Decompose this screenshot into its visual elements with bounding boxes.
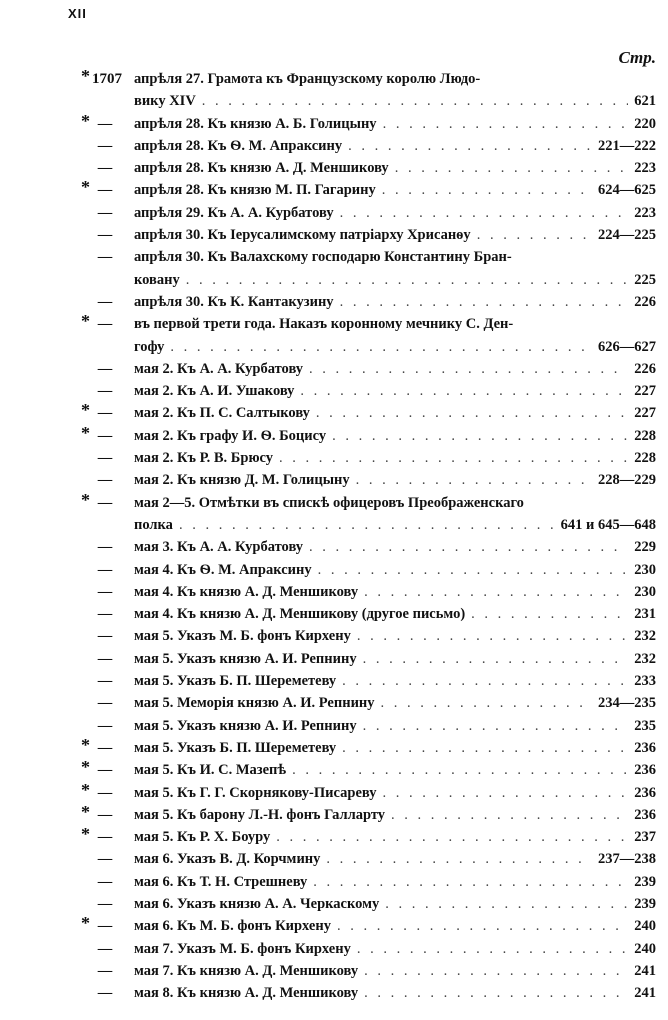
toc-entry-line (0, 469, 668, 491)
page-number: 227 (634, 405, 656, 422)
toc-entry (0, 313, 668, 358)
toc-entry-line (0, 670, 668, 692)
dot-leader (300, 380, 628, 402)
page-number: 228—229 (598, 472, 656, 489)
toc-entry-line (0, 422, 668, 447)
dot-leader (364, 960, 628, 982)
toc-entry (0, 625, 668, 647)
toc-entry (0, 469, 668, 491)
toc-entry (0, 224, 668, 246)
dot-leader (364, 581, 628, 603)
toc-entry (0, 489, 668, 537)
toc-entry (0, 915, 668, 937)
table-of-contents (0, 68, 668, 1004)
dot-leader (356, 469, 592, 491)
toc-entry-line (0, 938, 668, 960)
entry-title: мая 4. Къ князю А. Д. Меншикову (другое письмо) (134, 606, 466, 623)
toc-entry-line (0, 380, 668, 402)
toc-entry-line (0, 559, 668, 581)
ditto-dash: — (97, 383, 113, 400)
toc-entry (0, 692, 668, 714)
toc-entry-line (0, 447, 668, 469)
toc-entry-line (0, 358, 668, 380)
ditto-dash: — (97, 985, 113, 1002)
toc-entry (0, 848, 668, 870)
toc-entry-line (0, 336, 668, 358)
toc-entry-line (0, 202, 668, 224)
toc-entry (0, 648, 668, 670)
toc-entry (0, 358, 668, 380)
page-number: 221—222 (598, 137, 656, 154)
entry-title: мая 2. Къ П. С. Салтыкову (134, 405, 310, 422)
ditto-dash: — (97, 851, 113, 868)
ditto-dash: — (97, 784, 113, 801)
toc-entry (0, 670, 668, 692)
toc-entry (0, 893, 668, 915)
dot-leader (186, 269, 629, 291)
entry-title: мая 2. Къ князю Д. М. Голицыну (134, 472, 350, 489)
page-number: 228 (634, 450, 656, 467)
toc-entry-line (0, 625, 668, 647)
toc-entry-line (0, 135, 668, 157)
ditto-dash: — (97, 628, 113, 645)
ditto-dash: — (97, 494, 113, 511)
new-document-marker: * (81, 824, 90, 845)
ditto-dash: — (97, 561, 113, 578)
page-number: 230 (634, 583, 656, 600)
toc-entry (0, 581, 668, 603)
page-number: 232 (634, 628, 656, 645)
toc-entry-line (0, 715, 668, 737)
entry-title: мая 4. Къ князю А. Д. Меншикову (134, 583, 359, 600)
toc-entry-line (0, 179, 668, 201)
dot-leader (332, 425, 628, 447)
toc-entry (0, 603, 668, 625)
page-number: 236 (634, 784, 656, 801)
dot-leader (313, 871, 628, 893)
dot-leader (391, 804, 628, 826)
page-number: 225 (634, 271, 656, 288)
page-number: 232 (634, 650, 656, 667)
toc-entry (0, 715, 668, 737)
page-number: 228 (634, 427, 656, 444)
ditto-dash: — (97, 182, 113, 199)
toc-entry (0, 447, 668, 469)
entry-title: мая 6. Указъ князю А. А. Черкаскому (134, 895, 380, 912)
toc-entry-line (0, 982, 668, 1004)
entry-title: мая 2. Къ А. А. Курбатову (134, 360, 304, 377)
ditto-dash: — (97, 160, 113, 177)
toc-entry (0, 871, 668, 893)
ditto-dash: — (97, 450, 113, 467)
new-document-marker: * (81, 779, 90, 800)
entry-title: апрѣля 29. Къ А. А. Курбатову (134, 204, 334, 221)
toc-entry (0, 536, 668, 558)
entry-title: мая 5. Указъ М. Б. фонъ Кирхену (134, 628, 351, 645)
entry-title: мая 7. Указъ М. Б. фонъ Кирхену (134, 940, 351, 957)
entry-title: апрѣля 30. Къ Іерусалимскому патріарху Хрисанѳу (134, 227, 471, 244)
dot-leader (382, 179, 592, 201)
page-number: 229 (634, 539, 656, 556)
entry-title: мая 4. Къ Ѳ. М. Апраксину (134, 561, 312, 578)
ditto-dash: — (97, 762, 113, 779)
toc-entry (0, 380, 668, 402)
page-number: 237—238 (598, 851, 656, 868)
toc-entry-line (0, 110, 668, 135)
entry-title: полка (134, 516, 173, 533)
entry-title: мая 2—5. Отмѣтки въ спискѣ офицеровъ Преображенскаго (134, 494, 524, 511)
page-number: 233 (634, 673, 656, 690)
toc-entry-line (0, 514, 668, 536)
ditto-dash: — (97, 427, 113, 444)
toc-entry-line (0, 536, 668, 558)
entry-title: въ первой трети года. Наказъ коронному мечнику С. Ден- (134, 316, 514, 333)
dot-leader (318, 559, 629, 581)
dot-leader (316, 402, 628, 424)
entry-title: мая 5. Меморія князю А. И. Репнину (134, 695, 375, 712)
entry-title: мая 3. Къ А. А. Курбатову (134, 539, 304, 556)
entry-title: мая 6. Къ М. Б. фонъ Кирхену (134, 918, 331, 935)
dot-leader (342, 737, 628, 759)
new-document-marker: * (81, 422, 90, 443)
ditto-dash: — (97, 829, 113, 846)
dot-leader (342, 670, 628, 692)
toc-entry (0, 559, 668, 581)
new-document-marker: * (81, 757, 90, 778)
entry-title: вику XIV (134, 93, 196, 110)
toc-entry-line (0, 915, 668, 937)
toc-entry (0, 179, 668, 201)
ditto-dash: — (97, 472, 113, 489)
entry-title: апрѣля 28. Къ князю А. Б. Голицыну (134, 115, 377, 132)
toc-entry (0, 157, 668, 179)
ditto-dash: — (97, 806, 113, 823)
dot-leader (276, 826, 628, 848)
dot-leader (292, 759, 628, 781)
toc-entry-line (0, 648, 668, 670)
toc-entry (0, 826, 668, 848)
toc-entry-line (0, 893, 668, 915)
ditto-dash: — (97, 405, 113, 422)
toc-entry-line (0, 402, 668, 424)
toc-entry-line (0, 734, 668, 759)
toc-entry-line (0, 603, 668, 625)
new-document-marker: * (81, 801, 90, 822)
toc-entry (0, 734, 668, 759)
entry-title: мая 5. Къ барону Л.-Н. фонъ Галларту (134, 806, 386, 823)
page-number: 621 (634, 93, 656, 110)
page-number: 226 (634, 360, 656, 377)
ditto-dash: — (97, 204, 113, 221)
entry-title: апрѣля 28. Къ Ѳ. М. Апраксину (134, 137, 343, 154)
ditto-dash: — (97, 227, 113, 244)
toc-entry (0, 982, 668, 1004)
page-number: 227 (634, 383, 656, 400)
page-number: 234—235 (598, 695, 656, 712)
dot-leader (179, 514, 555, 536)
toc-entry-line (0, 581, 668, 603)
dot-leader (202, 90, 628, 112)
dot-leader (348, 135, 592, 157)
ditto-dash: — (97, 940, 113, 957)
toc-entry (0, 779, 668, 804)
new-document-marker: * (81, 177, 90, 198)
dot-leader (337, 915, 628, 937)
ditto-dash: — (97, 739, 113, 756)
dot-leader (395, 157, 629, 179)
toc-entry-line (0, 291, 668, 313)
page-number: 223 (634, 160, 656, 177)
entry-title: мая 5. Къ И. С. Мазепѣ (134, 762, 287, 779)
toc-entry-line (0, 692, 668, 714)
toc-entry (0, 960, 668, 982)
entry-title: ковану (134, 271, 180, 288)
ditto-dash: — (97, 918, 113, 935)
page-number: 624—625 (598, 182, 656, 199)
ditto-dash: — (97, 895, 113, 912)
dot-leader (340, 202, 629, 224)
toc-entry (0, 202, 668, 224)
page-number: 220 (634, 115, 656, 132)
ditto-dash: — (97, 962, 113, 979)
new-document-marker: * (81, 66, 90, 86)
page-number: 236 (634, 739, 656, 756)
ditto-dash: — (97, 650, 113, 667)
toc-entry (0, 422, 668, 447)
ditto-dash: — (97, 316, 113, 333)
entry-title: мая 2. Къ графу И. Ѳ. Боцису (134, 427, 327, 444)
ditto-dash: — (97, 115, 113, 132)
entry-title: мая 6. Указъ В. Д. Корчмину (134, 851, 321, 868)
page-number: 241 (634, 985, 656, 1002)
entry-year: 1707 (92, 71, 122, 87)
dot-leader (471, 603, 628, 625)
page-number: 239 (634, 873, 656, 890)
toc-entry-line (0, 157, 668, 179)
entry-title: мая 2. Къ А. И. Ушакову (134, 383, 295, 400)
page-number: 240 (634, 940, 656, 957)
page-number: 224—225 (598, 227, 656, 244)
entry-title: апрѣля 28. Къ князю М. П. Гагарину (134, 182, 376, 199)
toc-entry-line (0, 848, 668, 870)
toc-entry (0, 938, 668, 960)
new-document-marker: * (81, 311, 90, 332)
ditto-dash: — (97, 583, 113, 600)
page-number: 236 (634, 762, 656, 779)
toc-entry-line (0, 68, 668, 90)
toc-entry-line (0, 779, 668, 804)
ditto-dash: — (97, 673, 113, 690)
page-number: 641 и 645—648 (560, 516, 656, 533)
toc-entry-line (0, 801, 668, 826)
ditto-dash: — (97, 695, 113, 712)
new-document-marker: * (81, 489, 90, 510)
dot-leader (381, 692, 592, 714)
page-number: 239 (634, 895, 656, 912)
toc-entry-line (0, 960, 668, 982)
dot-leader (363, 715, 629, 737)
entry-title: мая 5. Указъ Б. П. Шереметеву (134, 739, 337, 756)
toc-entry-line (0, 224, 668, 246)
entry-title: мая 6. Къ Т. Н. Стрешневу (134, 873, 308, 890)
ditto-dash: — (97, 717, 113, 734)
dot-leader (357, 938, 628, 960)
dot-leader (385, 893, 628, 915)
toc-entry (0, 801, 668, 826)
new-document-marker: * (81, 110, 90, 131)
dot-leader (357, 625, 628, 647)
toc-entry (0, 759, 668, 781)
page-number: 226 (634, 293, 656, 310)
entry-title: мая 5. Указъ князю А. И. Репнину (134, 650, 357, 667)
toc-entry-line (0, 871, 668, 893)
entry-title: мая 8. Къ князю А. Д. Меншикову (134, 985, 359, 1002)
ditto-dash: — (97, 249, 113, 266)
dot-leader (363, 648, 629, 670)
entry-title: апрѣля 30. Къ К. Кантакузину (134, 293, 334, 310)
entry-title: апрѣля 27. Грамота къ Французскому королю Людо- (134, 71, 481, 87)
toc-entry (0, 246, 668, 291)
dot-leader (326, 848, 592, 870)
entry-title: мая 5. Указъ Б. П. Шереметеву (134, 673, 337, 690)
entry-title: мая 5. Къ Г. Г. Скорнякову-Писареву (134, 784, 377, 801)
toc-entry (0, 135, 668, 157)
page-number: 626—627 (598, 338, 656, 355)
dot-leader (309, 536, 628, 558)
dot-leader (340, 291, 629, 313)
page-number: 236 (634, 806, 656, 823)
page-folio: XII (68, 6, 87, 21)
page-number: 230 (634, 561, 656, 578)
page-column-header: Стр. (618, 48, 656, 67)
page-number: 223 (634, 204, 656, 221)
page-number: 231 (634, 606, 656, 623)
toc-entry-line (0, 489, 668, 514)
dot-leader (383, 113, 629, 135)
dot-leader (309, 358, 628, 380)
ditto-dash: — (97, 873, 113, 890)
ditto-dash: — (97, 539, 113, 556)
entry-title: мая 7. Къ князю А. Д. Меншикову (134, 962, 359, 979)
toc-entry-line (0, 313, 668, 335)
dot-leader (477, 224, 592, 246)
page-number: 235 (634, 717, 656, 734)
entry-title: гофу (134, 338, 165, 355)
page-number: 241 (634, 962, 656, 979)
ditto-dash: — (97, 293, 113, 310)
ditto-dash: — (97, 137, 113, 154)
new-document-marker: * (81, 913, 90, 934)
toc-entry-line (0, 90, 668, 112)
ditto-dash: — (97, 360, 113, 377)
dot-leader (364, 982, 628, 1004)
ditto-dash: — (97, 606, 113, 623)
toc-entry-line (0, 826, 668, 848)
entry-title: апрѣля 28. Къ князю А. Д. Меншикову (134, 160, 389, 177)
entry-title: апрѣля 30. Къ Валахскому господарю Константину Бран- (134, 249, 512, 266)
entry-title: мая 5. Къ Р. Х. Боуру (134, 829, 271, 846)
toc-entry (0, 68, 668, 113)
toc-entry-line (0, 269, 668, 291)
toc-entry (0, 110, 668, 135)
dot-leader (279, 447, 628, 469)
toc-entry (0, 402, 668, 424)
entry-title: мая 5. Указъ князю А. И. Репнину (134, 717, 357, 734)
new-document-marker: * (81, 400, 90, 421)
new-document-marker: * (81, 734, 90, 755)
toc-entry (0, 291, 668, 313)
entry-title: мая 2. Къ Р. В. Брюсу (134, 450, 274, 467)
page-number: 240 (634, 918, 656, 935)
dot-leader (382, 782, 628, 804)
toc-entry-line (0, 759, 668, 781)
toc-entry-line (0, 246, 668, 268)
page-number: 237 (634, 829, 656, 846)
dot-leader (170, 336, 592, 358)
